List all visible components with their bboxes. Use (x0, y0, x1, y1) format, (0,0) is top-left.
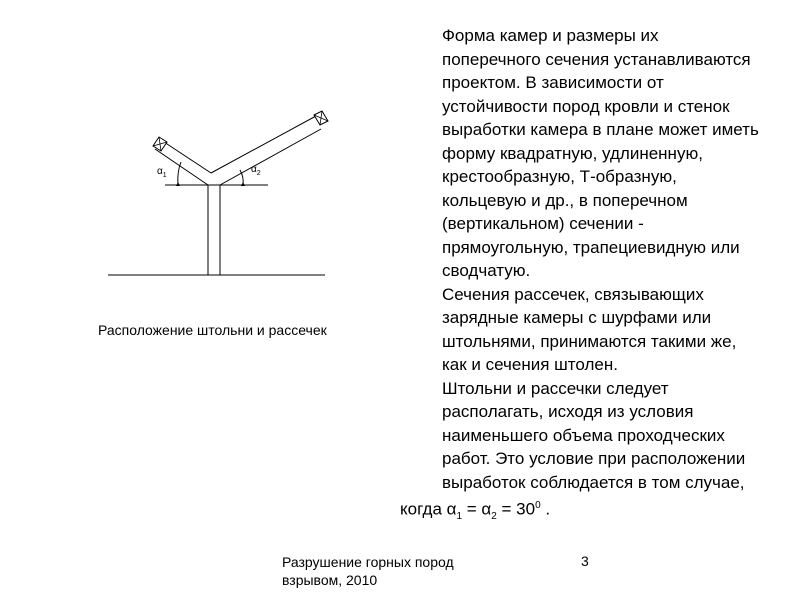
paragraph-3 (400, 377, 780, 495)
paragraph-2 (400, 283, 780, 377)
alpha1-arrow (176, 182, 180, 186)
diagram-caption: Расположение штольни и рассечек (98, 322, 327, 338)
text-line: форму квадратную, удлиненную, (442, 143, 703, 163)
text-line: работ. Это условие при расположении (442, 449, 746, 468)
text-line: Сечения рассечек, связывающих (442, 284, 704, 304)
formula-sub1: 1 (456, 511, 463, 523)
alpha1-label: $\alpha_1$ (157, 166, 167, 179)
text-line: располагать, исходя из условия (442, 402, 694, 421)
text-line: проектом. В зависимости от (442, 73, 664, 92)
text-line: выработки камера в плане может иметь (442, 120, 759, 139)
text-line: кольцевую и др., в поперечном (442, 190, 688, 210)
alpha2-arrow (241, 182, 245, 186)
formula-degree: 0 (535, 500, 541, 511)
formula-equals: = 30 (496, 499, 536, 519)
text-line: наименьшего объема проходческих (442, 425, 725, 445)
text-line: выработок соблюдается в том случае, (442, 472, 745, 492)
alpha2-label: $\alpha_2$ (251, 164, 261, 177)
footer-title-line2: взрывом, 2010 (282, 572, 378, 588)
formula-prefix: когда α (400, 499, 457, 519)
formula-middle: = α (462, 499, 492, 519)
text-line: поперечного сечения устанавливаются (442, 49, 751, 69)
adit-shaft (208, 185, 220, 275)
formula-line (400, 494, 780, 529)
text-line: крестообразную, Т-образную, (442, 167, 677, 186)
alpha1-arc (178, 162, 181, 185)
footer-title (282, 553, 454, 589)
body-text (400, 24, 780, 529)
text-line: Форма камер и размеры их (442, 26, 659, 45)
formula-suffix: . (540, 499, 551, 519)
formula-sub2: 2 (491, 511, 497, 523)
text-line: зарядные камеры с шурфами или (442, 308, 712, 327)
text-line: штольнями, принимаются такими же, (442, 331, 737, 351)
footer-title-line1: Разрушение горных пород (282, 554, 454, 570)
right-crosscut-upper (211, 116, 316, 173)
text-line: прямоугольную, трапециевидную или (442, 237, 740, 257)
text-line: (вертикальном) сечении - (442, 214, 644, 233)
text-line: устойчивости пород кровли и стенок (442, 96, 730, 116)
left-crosscut-upper (161, 140, 211, 173)
left-crosscut-lower (155, 149, 208, 185)
paragraph-1 (400, 24, 780, 283)
adit-diagram (105, 105, 330, 285)
page-number: 3 (581, 553, 589, 569)
text-line: Штольни и рассечки следует (442, 378, 669, 398)
text-line: как и сечения штолен. (442, 355, 618, 374)
right-crosscut-lower (220, 129, 321, 185)
text-line: сводчатую. (442, 261, 531, 280)
